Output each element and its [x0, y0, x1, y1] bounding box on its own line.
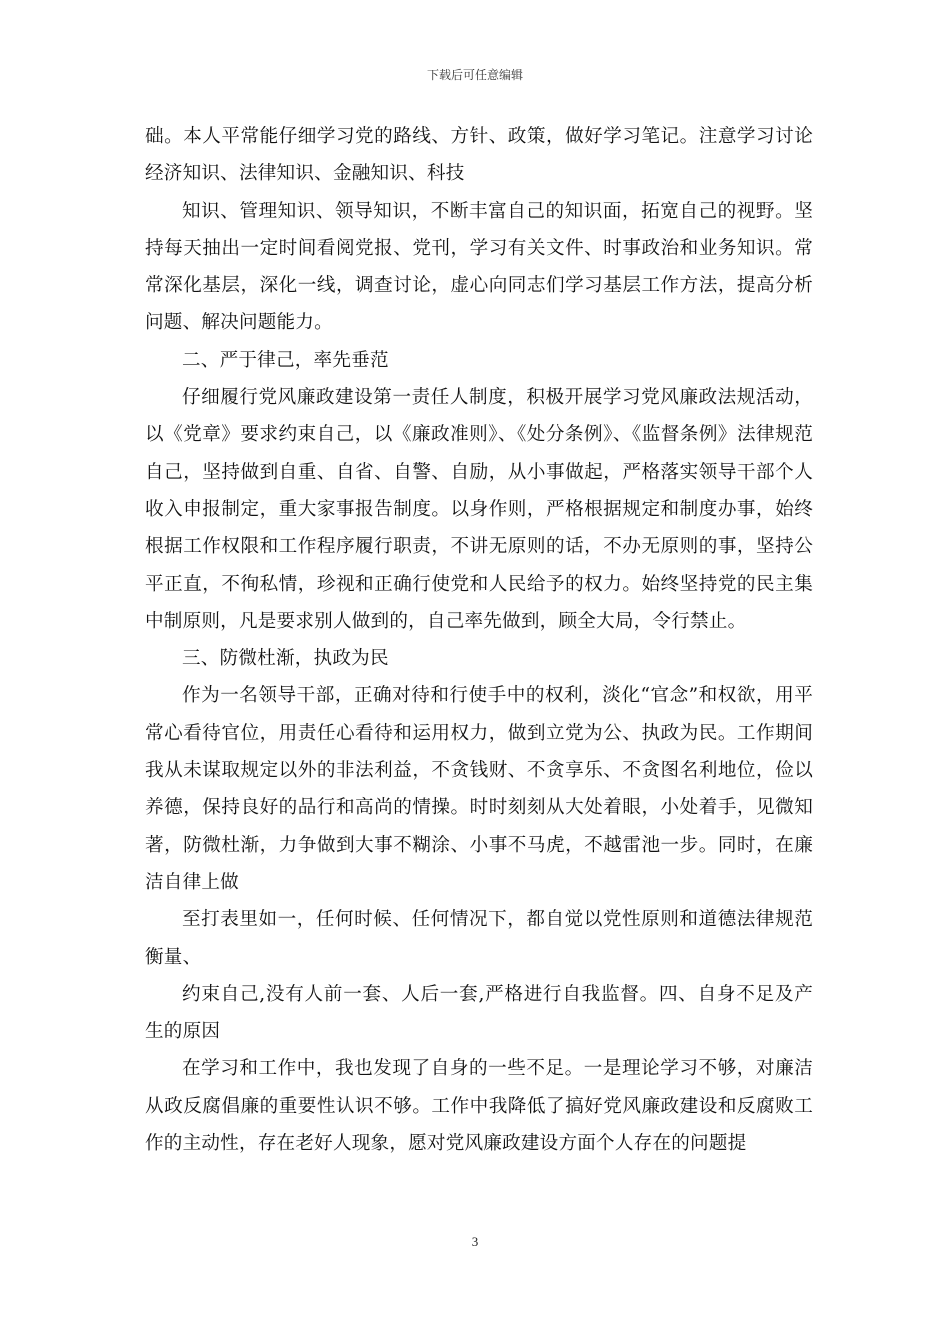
document-body	[145, 118, 813, 1162]
page-number: 3	[471, 1234, 479, 1249]
paragraph-3: 仔细履行党风廉政建设第一责任人制度，积极开展学习党风廉政法规活动，以《党章》要求约束自己，以《廉政准则》、《处分条例》、《监督条例》法律规范自己，坚持做到自重、自省、自警、自励，从小事做起，严格落实领导干部个人收入申报制定，重大家事报告制度。以身作则，严格根据规定和制度办事，始终根据工作权限和工作程序履行职责，不讲无原则的话，不办无原则的事，坚持公平正直，不徇私情，珍视和正确行使党和人民给予的权力。始终坚持党的民主集中制原则，凡是要求别人做到的，自己率先做到，顾全大局，令行禁止。	[145, 387, 813, 632]
paragraph-6: 约束自己,没有人前一套、人后一套,严格进行自我监督。四、自身不足及产生的原因	[145, 983, 813, 1043]
paragraph-1: 础。本人平常能仔细学习党的路线、方针、政策，做好学习笔记。注意学习讨论经济知识、法律知识、金融知识、科技	[145, 126, 813, 185]
paragraph-4: 作为一名领导干部，正确对待和行使手中的权利，淡化“官念”和权欲，用平常心看待官位，用责任心看待和运用权力，做到立党为公、执政为民。工作期间我从未谋取规定以外的非法利益，不贪钱财、不贪享乐、不贪图名利地位，俭以养德，保持良好的品行和高尚的情操。时时刻刻从大处着眼，小处着手，见微知著，防微杜渐，力争做到大事不糊涂、小事不马虎，不越雷池一步。同时，在廉洁自律上做	[145, 685, 813, 893]
section-heading-2: 二、严于律己，率先垂范	[182, 349, 389, 371]
paragraph-7: 在学习和工作中，我也发现了自身的一些不足。一是理论学习不够，对廉洁从政反腐倡廉的重要性认识不够。工作中我降低了搞好党风廉政建设和反腐败工作的主动性，存在老好人现象，愿对党风廉政建设方面个人存在的问题提	[145, 1058, 813, 1155]
section-heading-3: 三、防微杜渐，执政为民	[182, 648, 389, 670]
paragraph-5: 至打表里如一，任何时候、任何情况下，都自觉以党性原则和道德法律规范衡量、	[145, 909, 813, 968]
paragraph-2: 知识、管理知识、领导知识，不断丰富自己的知识面，拓宽自己的视野。坚持每天抽出一定时间看阅党报、党刊，学习有关文件、时事政治和业务知识。常常深化基层，深化一线，调查讨论，虚心向同志们学习基层工作方法，提高分析问题、解决问题能力。	[145, 200, 813, 334]
page-header: 下载后可任意编辑	[426, 68, 523, 82]
